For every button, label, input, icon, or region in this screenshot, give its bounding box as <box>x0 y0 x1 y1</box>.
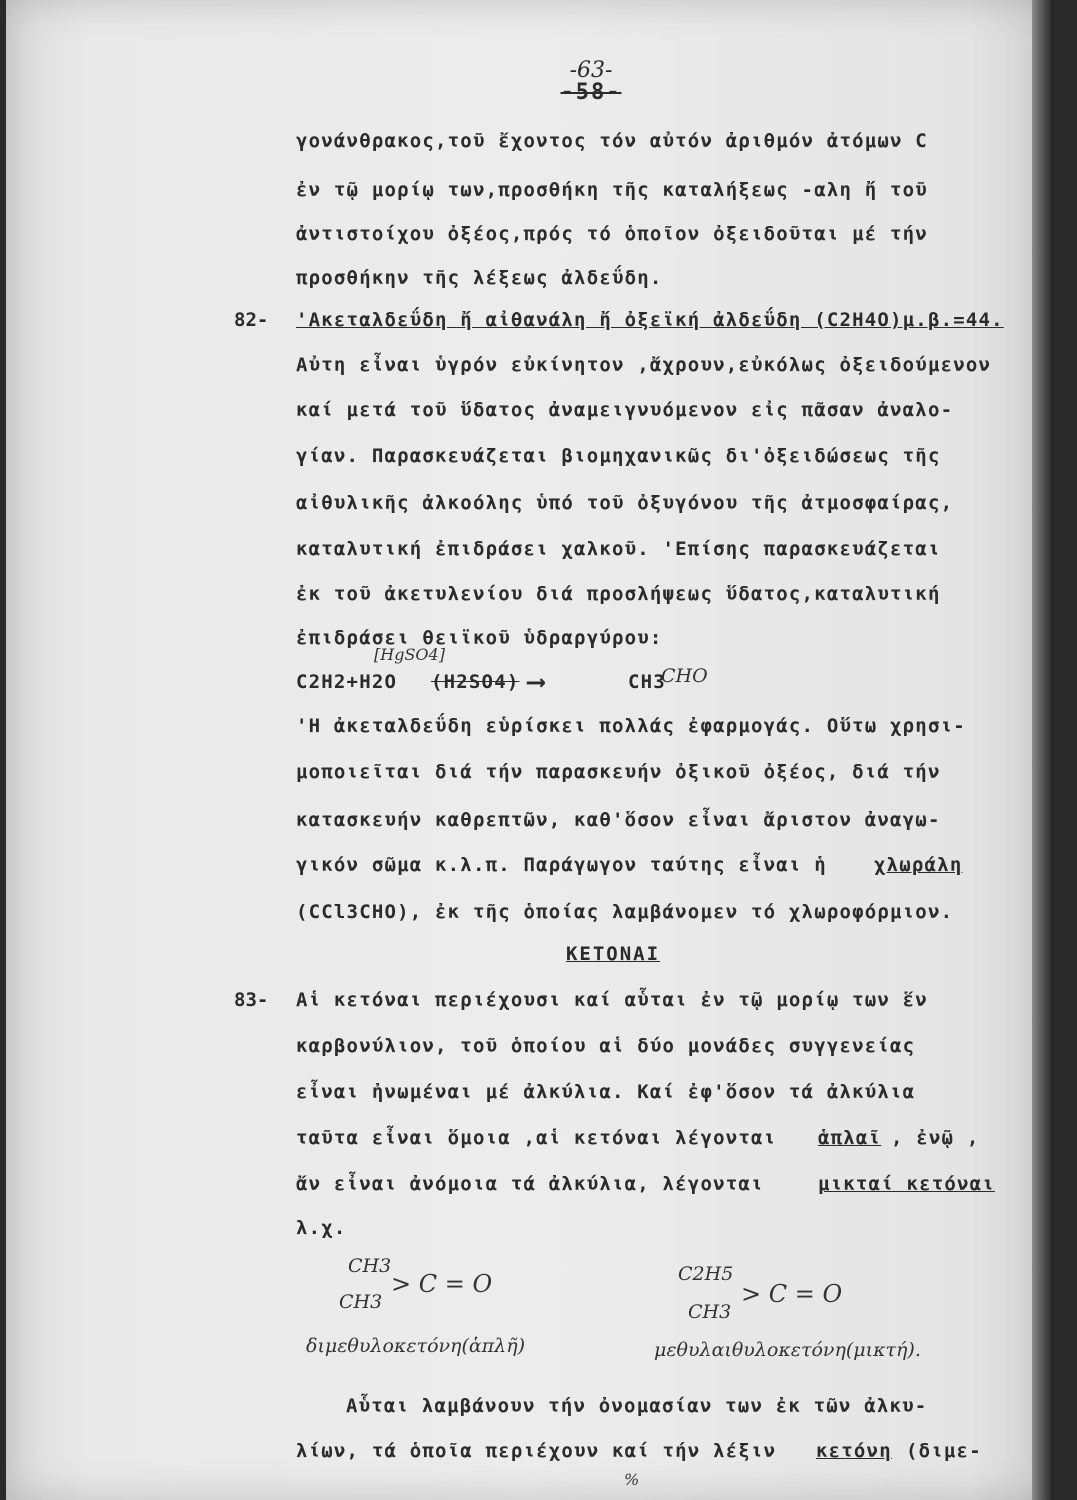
chloral-term: χλωράλη <box>874 854 963 876</box>
text-line: (διμε- <box>906 1440 982 1462</box>
reaction-arrow: ⟶ <box>528 667 545 697</box>
reaction-reactants: C2H2+H2O <box>296 671 398 693</box>
formula2-group: > C = O <box>741 1280 843 1308</box>
text-line: ἀντιστοίχου ὀξέος,πρός τό ὁποῖον ὀξειδοῦται μέ τήν <box>296 223 928 245</box>
text-line: ἐκ τοῦ ἀκετυλενίου διά προσλήψεως ὕδατος,καταλυτική <box>296 583 941 605</box>
section-number: 82- <box>234 309 269 331</box>
document-page <box>6 0 1054 1500</box>
text-line: ταῦτα εἶναι ὅμοια ,αἱ κετόναι λέγονται <box>296 1127 777 1149</box>
simple-term: ἁπλαῖ <box>818 1127 882 1149</box>
text-line: γικόν σῶμα κ.λ.π. Παράγωγον ταύτης εἶναι ἡ <box>296 854 827 876</box>
text-line: κατασκευήν καθρεπτῶν, καθ'ὅσον εἶναι ἄριστον ἀναγω- <box>296 809 941 831</box>
text-line: λ.χ. <box>296 1217 347 1239</box>
reaction-catalyst-struck: (H2SO4) <box>431 671 520 693</box>
text-line: λίων, τά ὁποῖα περιέχουν καί τήν λέξιν <box>296 1440 777 1462</box>
text-line: ἄν εἶναι ἀνόμοια τά ἀλκύλια, λέγονται <box>296 1173 764 1195</box>
ketone-term: κετόνη <box>816 1440 892 1462</box>
catalyst-handwritten: [HgSO4] <box>374 645 445 664</box>
text-line: προσθήκην τῆς λέξεως ἀλδεΰδη. <box>296 267 663 289</box>
text-line: καταλυτική ἐπιδράσει χαλκοῦ. 'Επίσης παρασκευάζεται <box>296 538 941 560</box>
reaction-product-handwritten: CHO <box>661 665 708 687</box>
bottom-mark: % <box>624 1470 640 1489</box>
text-line: Αὗται λαμβάνουν τήν ὀνομασίαν των ἐκ τῶν ἀλκυ- <box>346 1395 928 1417</box>
page-number-typed: -58- <box>560 80 622 105</box>
mixed-term: μικταί κετόναι <box>818 1173 995 1195</box>
formula1-name: διμεθυλοκετόνη(ἁπλῆ) <box>306 1335 526 1357</box>
text-line: ἐπιδράσει θειϊκοῦ ὑδραργύρου: <box>296 627 663 649</box>
formula2-name: μεθυλαιθυλοκετόνη(μικτή). <box>654 1339 921 1361</box>
text-line: καρβονύλιον, τοῦ ὁποίου αἱ δύο μονάδες συγγενείας <box>296 1035 916 1057</box>
text-line: Αἱ κετόναι περιέχουσι καί αὗται ἐν τῷ μορίῳ των ἕν <box>296 989 928 1011</box>
text-line: εἶναι ἠνωμέναι μέ ἀλκύλια. Καί ἐφ'ὅσον τά ἀλκύλια <box>296 1081 916 1103</box>
text-line: ἐν τῷ μορίῳ των,προσθήκη τῆς καταλήξεως -αλη ἤ τοῦ <box>296 179 928 201</box>
formula1-group: > C = O <box>391 1270 493 1298</box>
section-heading: ΚΕΤΟΝΑΙ <box>565 943 661 965</box>
formula2-top: C2H5 <box>678 1263 734 1285</box>
text-line: γίαν. Παρασκευάζεται βιομηχανικῶς δι'ὀξειδώσεως τῆς <box>296 445 941 467</box>
section-number: 83- <box>234 989 269 1011</box>
formula1-top: CH3 <box>348 1255 392 1277</box>
text-line: καί μετά τοῦ ὕδατος ἀναμειγνυόμενον εἰς πᾶσαν ἀναλο- <box>296 399 954 421</box>
text-line: γονάνθρακος,τοῦ ἔχοντος τόν αὐτόν ἀριθμόν ἀτόμων C <box>296 130 928 152</box>
reaction-product: CH3 <box>628 671 666 693</box>
page-number-handwritten: -63- <box>569 58 613 83</box>
text-line: , ἐνῷ , <box>891 1127 980 1149</box>
section-title: 'Ακεταλδεΰδη ἤ αἰθανάλη ἤ ὀξεϊκή ἀλδεΰδη (C2H4O)μ.β.=44. <box>296 309 1004 331</box>
text-line: αἰθυλικῆς ἀλκοόλης ὑπό τοῦ ὀξυγόνου τῆς ἀτμοσφαίρας, <box>296 492 954 514</box>
text-line: μοποιεῖται διά τήν παρασκευήν ὀξικοῦ ὀξέος, διά τήν <box>296 761 941 783</box>
text-line: 'Η ἀκεταλδεΰδη εὑρίσκει πολλάς ἐφαρμογάς. Οὕτω χρησι- <box>296 715 966 737</box>
text-line: (CCl3CHO), ἐκ τῆς ὁποίας λαμβάνομεν τό χλωροφόρμιον. <box>296 901 954 923</box>
text-line: Αὐτη εἶναι ὑγρόν εὐκίνητον ,ἄχρουν,εὐκόλως ὀξειδούμενον <box>296 354 992 376</box>
formula2-bottom: CH3 <box>688 1301 732 1323</box>
formula1-bottom: CH3 <box>339 1291 383 1313</box>
